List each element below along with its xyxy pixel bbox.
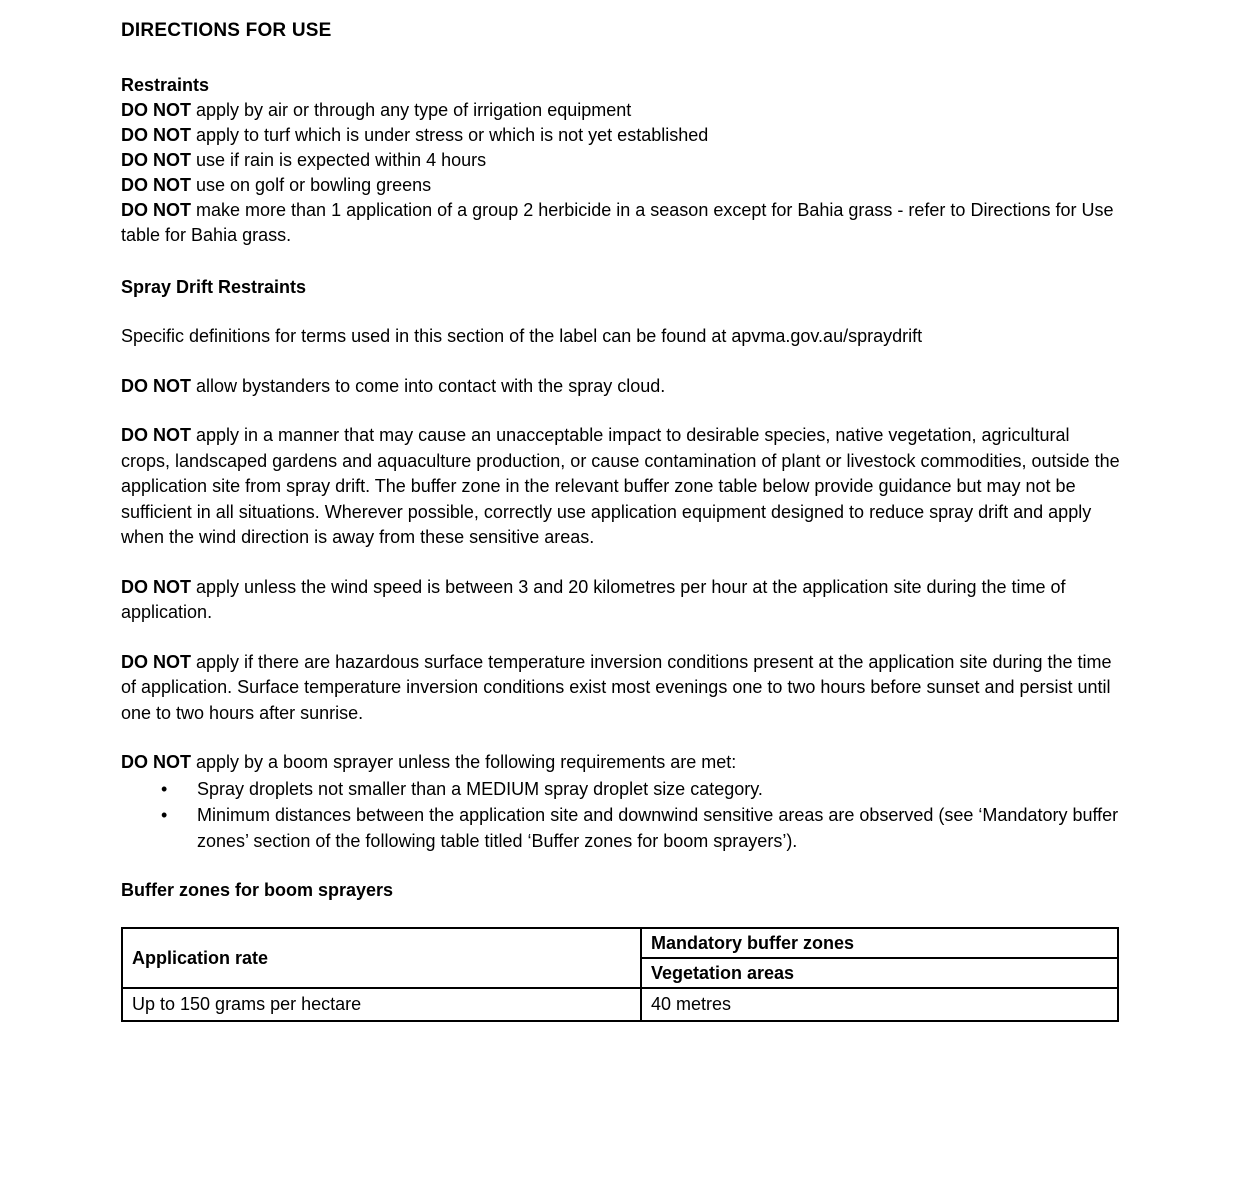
spray-drift-heading: Spray Drift Restraints — [121, 277, 307, 297]
spacer — [121, 626, 1120, 650]
table-row — [122, 988, 1118, 1021]
restraints-heading: Restraints — [121, 75, 210, 95]
do-not-label: DO NOT — [121, 125, 191, 145]
spray-drift-paragraph — [121, 374, 1120, 400]
restraint-text: apply to turf which is under stress or which is not yet established — [191, 125, 709, 145]
restraint-item — [121, 173, 1120, 198]
restraint-item — [121, 98, 1120, 123]
list-item — [121, 776, 1120, 802]
restraint-item — [121, 198, 1120, 248]
do-not-label: DO NOT — [121, 175, 191, 195]
spray-drift-definitions-paragraph: Specific definitions for terms used in this section of the label can be found at apvma.gov.au/spraydrift — [121, 326, 923, 346]
list-item — [121, 802, 1120, 854]
bullet-icon: • — [161, 804, 168, 825]
buffer-table-heading: Buffer zones for boom sprayers — [121, 879, 394, 900]
restraint-text: use if rain is expected within 4 hours — [191, 150, 487, 170]
spacer — [121, 248, 1120, 275]
do-not-label: DO NOT — [121, 100, 191, 120]
spray-drift-paragraph — [121, 423, 1120, 551]
spray-drift-paragraph — [121, 650, 1120, 727]
table-header-application-rate: Application rate — [122, 928, 641, 988]
do-not-label: DO NOT — [121, 576, 191, 597]
restraint-text: use on golf or bowling greens — [191, 175, 432, 195]
paragraph-text: apply in a manner that may cause an unacceptable impact to desirable species, native vegetation, agricultural crops, landscaped gardens and aquaculture production, or cause contamination of plant or livestock commodities, outside the application site from spray drift. The buffer zone in the relevant buffer zone table below provide guidance but may not be sufficient in all situations. Wherever possible, correctly use application equipment designed to reduce spray drift and apply when the wind direction is away from these sensitive areas. — [121, 425, 1120, 547]
do-not-label: DO NOT — [121, 150, 191, 170]
list-item-text: Spray droplets not smaller than a MEDIUM spray droplet size category. — [197, 778, 763, 799]
bullet-icon: • — [161, 778, 168, 799]
table-header-row — [122, 928, 1118, 958]
table-header-vegetation-areas: Vegetation areas — [641, 958, 1118, 988]
do-not-label: DO NOT — [121, 752, 191, 772]
paragraph-text: apply unless the wind speed is between 3 and 20 kilometres per hour at the application site during the time of application. — [121, 576, 1066, 622]
paragraph-text: apply if there are hazardous surface temperature inversion conditions present at the application site during the time of application. Surface temperature inversion conditions exist most evenings one to two hours before sunset and persist until one to two hours after sunrise. — [121, 651, 1112, 723]
spacer — [121, 300, 1120, 324]
restraint-text: make more than 1 application of a group 2 herbicide in a season except for Bahia grass - refer to Directions for Use table for Bahia grass. — [121, 200, 1114, 245]
spacer — [121, 350, 1120, 374]
table-cell-application-rate: Up to 150 grams per hectare — [122, 988, 641, 1021]
spacer — [121, 726, 1120, 750]
spray-drift-paragraph — [121, 575, 1120, 626]
paragraph-text: apply by a boom sprayer unless the following requirements are met: — [191, 752, 737, 772]
table-cell-buffer-distance: 40 metres — [641, 988, 1118, 1021]
spacer — [121, 551, 1120, 575]
do-not-label: DO NOT — [121, 375, 191, 396]
table-header-mandatory-buffer-zones: Mandatory buffer zones — [641, 928, 1118, 958]
paragraph-text: allow bystanders to come into contact with the spray cloud. — [191, 375, 666, 396]
buffer-zones-table — [121, 927, 1119, 1022]
boom-sprayer-requirements-list — [121, 776, 1120, 854]
spacer — [121, 399, 1120, 423]
restraints-section — [121, 73, 1120, 248]
spacer — [121, 854, 1120, 878]
restraint-text: apply by air or through any type of irrigation equipment — [191, 100, 632, 120]
do-not-label: DO NOT — [121, 200, 191, 220]
restraint-item — [121, 148, 1120, 173]
list-item-text: Minimum distances between the application site and downwind sensitive areas are observed (see ‘Mandatory buffer zones’ section of the following table titled ‘Buffer zones for boom sprayers’). — [197, 804, 1119, 851]
page-title: DIRECTIONS FOR USE — [121, 20, 332, 41]
do-not-label: DO NOT — [121, 651, 191, 672]
do-not-label: DO NOT — [121, 425, 191, 445]
restraint-item — [121, 123, 1120, 148]
boom-sprayer-paragraph — [121, 750, 1120, 776]
